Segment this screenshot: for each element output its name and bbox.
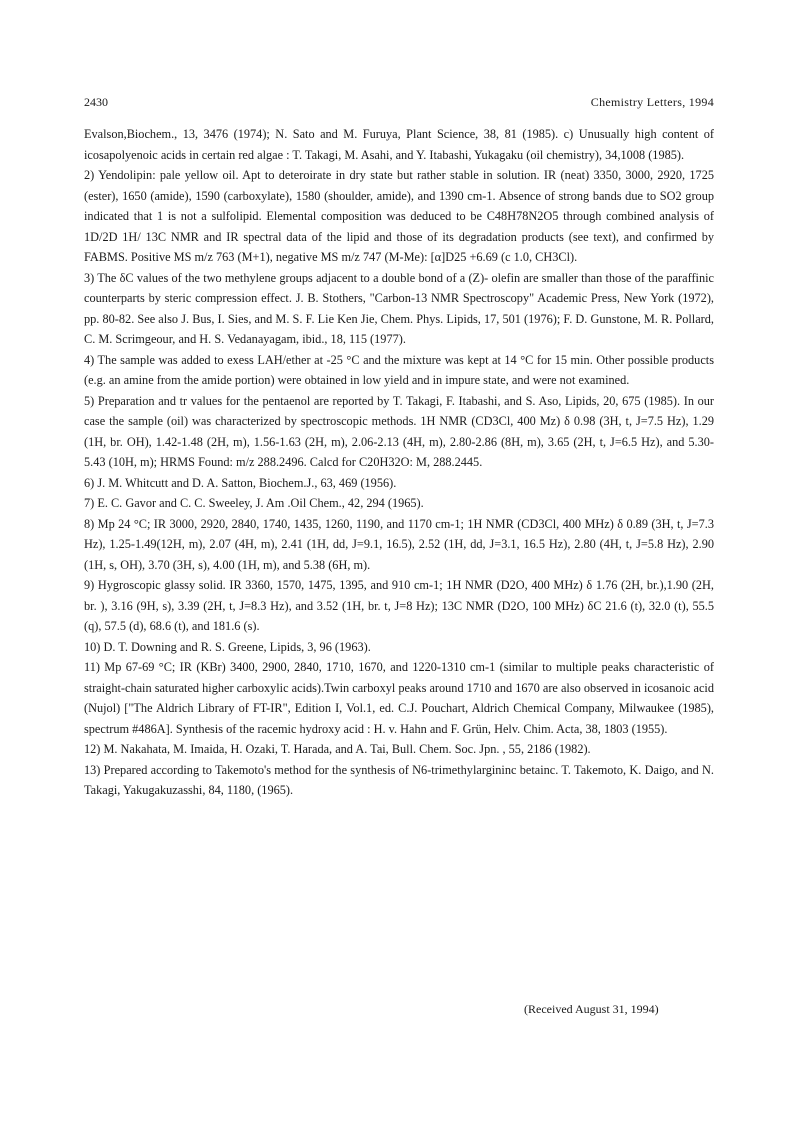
reference-note-13: 13) Prepared according to Takemoto's method for the synthesis of N6-trimethylargininc betainc. T. Takemoto, K. Daigo, and N. Takagi, Yakugakuzasshi, 84, 1180, (1965). [84, 762, 714, 797]
page-header [84, 95, 714, 111]
reference-note-3: 3) The δC values of the two methylene groups adjacent to a double bond of a (Z)- olefin are smaller than those of the paraffinic counterparts by steric compression effect. J. B. Stothers, "Carbon-13 NMR Spectroscopy" Academic Press, New York (1972), pp. 80-82. See also J. Bus, I. Sies, and M. S. F. Lie Ken Jie, Chem. Phys. Lipids, 17, 501 (1976); F. D. Gunstone, M. R. Pollard, C. M. Scrimgeour, and H. S. Vedanayagam, ibid., 18, 115 (1977). [84, 270, 714, 346]
reference-note-1-continued: Evalson,Biochem., 13, 3476 (1974); N. Sato and M. Furuya, Plant Science, 38, 81 (1985). c) Unusually high content of icosapolyenoic acids in certain red algae : T. Takagi, M. Asahi, and Y. Itabashi, Yukagaku (oil chemistry), 34,1008 (1985). [84, 127, 714, 162]
reference-note-4: 4) The sample was added to exess LAH/ether at -25 °C and the mixture was kept at 14 °C for 15 min. Other possible products (e.g. an amine from the amide portion) were obtained in low yield and in impure state, and were not examined. [84, 352, 714, 387]
reference-note-12: 12) M. Nakahata, M. Imaida, H. Ozaki, T. Harada, and A. Tai, Bull. Chem. Soc. Jpn. , 55, 2186 (1982). [84, 742, 591, 756]
journal-citation: Chemistry Letters, 1994 [590, 95, 714, 109]
received-date: (Received August 31, 1994) [524, 1002, 659, 1016]
reference-note-8: 8) Mp 24 °C; IR 3000, 2920, 2840, 1740, 1435, 1260, 1190, and 1170 cm-1; 1H NMR (CD3Cl, 400 MHz) δ 0.89 (3H, t, J=7.3 Hz), 1.25-1.49(12H, m), 2.07 (4H, m), 2.41 (1H, dd, J=9.1, 16.5), 2.52 (1H, dd, J=3.1, 16.5 Hz), 2.80 (4H, t, J=5.8 Hz), 2.90 (1H, s, OH), 3.70 (3H, s), 4.00 (1H, m), and 5.38 (6H, m). [84, 516, 714, 572]
page-number: 2430 [84, 95, 108, 109]
references-section [84, 124, 714, 801]
reference-note-9: 9) Hygroscopic glassy solid. IR 3360, 1570, 1475, 1395, and 910 cm-1; 1H NMR (D2O, 400 MHz) δ 1.76 (2H, br.),1.90 (2H, br. ), 3.16 (9H, s), 3.39 (2H, t, J=8.3 Hz), and 3.52 (1H, br. t, J=8 Hz); 13C NMR (D2O, 100 MHz) δC 21.6 (t), 32.0 (t), 55.5 (q), 57.5 (d), 68.6 (t), and 181.6 (s). [84, 578, 714, 633]
reference-note-5: 5) Preparation and tr values for the pentaenol are reported by T. Takagi, F. Itabashi, and S. Aso, Lipids, 20, 675 (1985). In our case the sample (oil) was characterized by spectroscopic methods. 1H NMR (CD3Cl, 400 Mz) δ 0.98 (3H, t, J=7.5 Hz), 1.29 (1H, br. OH), 1.42-1.48 (2H, m), 1.56-1.63 (2H, m), 2.06-2.13 (4H, m), 2.80-2.86 (8H, m), 3.65 (2H, t, J=6.5 Hz), and 5.30-5.43 (10H, m); HRMS Found: m/z 288.2496. Calcd for C20H32O: M, 288.2445. [84, 393, 714, 469]
reference-note-10: 10) D. T. Downing and R. S. Greene, Lipids, 3, 96 (1963). [84, 639, 371, 654]
reference-note-11: 11) Mp 67-69 °C; IR (KBr) 3400, 2900, 2840, 1710, 1670, and 1220-1310 cm-1 (similar to multiple peaks characteristic of straight-chain saturated higher carboxylic acids).Twin carboxyl peaks around 1710 and 1670 are also observed in icosanoic acid (Nujol) ["The Aldrich Library of FT-IR", Edition I, Vol.1, ed. C.J. Pouchart, Aldrich Chemical Company, Milwaukee (1985), spectrum #486A]. Synthesis of the racemic hydroxy acid : H. v. Hahn and F. Grün, Helv. Chim. Acta, 38, 1803 (1955). [84, 660, 714, 736]
reference-note-2: 2) Yendolipin: pale yellow oil. Apt to deteroirate in dry state but rather stable in solution. IR (neat) 3350, 3000, 2920, 1725 (ester), 1650 (amide), 1590 (carboxylate), 1580 (shoulder, amide), and 1390 cm-1. Absence of strong bands due to SO2 group indicated that 1 is not a sulfolipid. Elemental composition was deduced to be C48H78N2O5 through combined analysis of 1D/2D 1H/ 13C NMR and IR spectral data of the lipid and those of its degradation products (see text), and confirmed by FABMS. Positive MS m/z 763 (M+1), negative MS m/z 747 (M-Me): [α]D25 +6.69 (c 1.0, CH3Cl). [84, 168, 714, 264]
reference-note-6: 6) J. M. Whitcutt and D. A. Satton, Biochem.J., 63, 469 (1956). [84, 475, 397, 490]
reference-note-7: 7) E. C. Gavor and C. C. Sweeley, J. Am .Oil Chem., 42, 294 (1965). [84, 496, 424, 510]
